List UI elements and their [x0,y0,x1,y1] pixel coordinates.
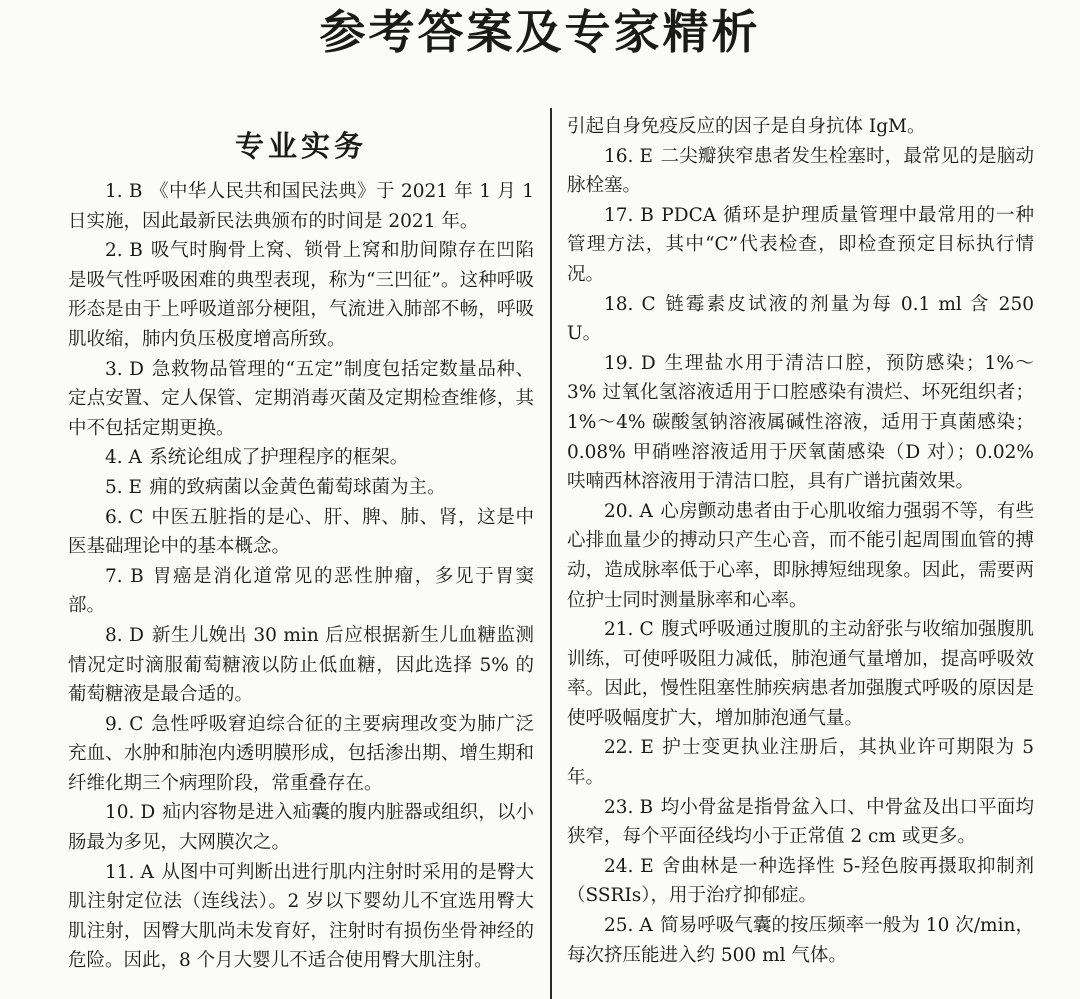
answer-explanation: 生理盐水用于清洁口腔，预防感染；1%～3% 过氧化氢溶液适用于口腔感染有溃烂、坏死组织者；1%～4% 碳酸氢钠溶液属碱性溶液，适用于真菌感染；0.08% 甲硝唑溶液适用于厌氧菌感染（D 对）；0.02% 呋喃西林溶液用于清洁口腔，具有广谱抗菌效果。 [567,352,1034,493]
answer-number: 21. C [604,619,654,641]
answer-item [68,236,534,354]
answer-explanation: 吸气时胸骨上窝、锁骨上窝和肋间隙存在凹陷是吸气性呼吸困难的典型表现，称为“三凹征”。这种呼吸形态是由于上呼吸道部分梗阻，气流进入肺部不畅，呼吸肌收缩，肺内负压极度增高所致。 [68,240,534,350]
answer-explanation: 胃癌是消化道常见的恶性肿瘤，多见于胃窦部。 [68,565,534,617]
page-title: 参考答案及专家精析 [319,5,761,59]
answer-item [567,349,1034,497]
answer-explanation: 系统论组成了护理程序的框架。 [149,447,409,469]
answer-explanation: 均小骨盆是指骨盆入口、中骨盆及出口平面均狭窄，每个平面径线均小于正常值 2 cm 或更多。 [567,796,1034,848]
answer-item [567,733,1034,792]
answer-explanation: 二尖瓣狭窄患者发生栓塞时，最常见的是脑动脉栓塞。 [567,145,1034,197]
answer-explanation: 护士变更执业注册后，其执业许可期限为 5 年。 [567,737,1035,789]
answer-number: 1. B [105,181,143,202]
answer-explanation: 腹式呼吸通过腹肌的主动舒张与收缩加强腹肌训练，可使呼吸阻力减低，肺泡通气量增加，提高呼吸效率。因此，慢性阻塞性肺疾病患者加强腹式呼吸的原因是使呼吸幅度扩大，增加肺泡通气量。 [567,619,1034,729]
answer-item [68,473,534,503]
answer-explanation: 心房颤动患者由于心肌收缩力强弱不等，有些心排血量少的搏动只产生心音，而不能引起周围血管的搏动，造成脉率低于心率，即脉搏短绌现象。因此，需要两位护士同时测量脉率和心率。 [567,500,1034,611]
answer-number: 20. A [604,500,653,522]
answer-explanation: PDCA 循环是护理质量管理中最常用的一种管理方法，其中“C”代表检查，即检查预定目标执行情况。 [567,204,1034,285]
answer-item [68,710,534,799]
section-title: 专业实务 [234,129,367,163]
answer-explanation: 舍曲林是一种选择性 5-羟色胺再摄取抑制剂（SSRIs），用于治疗抑郁症。 [567,855,1035,907]
answer-item [567,852,1034,911]
answer-explanation: 急性呼吸窘迫综合征的主要病理改变为肺广泛充血、水肿和肺泡内透明膜形成，包括渗出期、增生期和纤维化期三个病理阶段，常重叠存在。 [68,713,534,794]
answer-explanation: 新生儿娩出 30 min 后应根据新生儿血糖监测情况定时滴服葡萄糖液以防止低血糖，因此选择 5% 的葡萄糖液是最合适的。 [68,624,534,706]
answer-explanation: 急救物品管理的“五定”制度包括定数量品种、定点安置、定人保管、定期消毒灭菌及定期检查维修，其中不包括定期更换。 [68,358,534,439]
answer-item [567,615,1034,733]
answer-item [68,798,534,857]
answer-list-left [68,177,534,976]
answer-number: 7. B [105,565,144,587]
answer-item [68,443,534,473]
answer-item [567,142,1034,201]
answer-number: 23. B [604,796,654,818]
answer-number: 6. C [105,506,144,528]
answer-item [68,621,534,710]
answer-number: 2. B [105,240,143,262]
answer-explanation: 从图中可判断出进行肌内注射时采用的是臀大肌注射定位法（连线法）。2 岁以下婴幼儿不宜选用臀大肌注射，因臀大肌尚未发育好，注射时有损伤坐骨神经的危险。因此，8 个月大婴儿不适合使用臀大肌注射。 [68,861,534,972]
answer-item [567,290,1034,349]
answer-number: 5. E [105,476,143,498]
answer-item [567,497,1034,615]
answer-number: 9. C [105,713,144,735]
answer-item [68,503,534,562]
answer-number: 18. C [604,293,656,315]
answer-number: 25. A [604,915,653,937]
answer-item [567,911,1034,970]
answer-item [68,355,534,444]
answer-number: 19. D [604,352,656,374]
answer-item [567,112,1034,142]
answer-explanation: 中医五脏指的是心、肝、脾、肺、肾，这是中医基础理论中的基本概念。 [68,506,534,558]
answer-item [68,858,534,976]
answer-number: 16. E [604,145,653,167]
answer-item [567,201,1034,290]
column-divider [550,108,552,999]
answer-explanation: 《中华人民共和国民法典》于 2021 年 1 月 1 日实施，因此最新民法典颁布的时间是 2021 年。 [68,181,534,232]
left-column [68,110,534,999]
answer-explanation: 引起自身免疫反应的因子是自身抗体 IgM。 [567,116,926,137]
answer-list-right [567,112,1034,970]
answer-number: 22. E [604,737,654,759]
answer-number: 17. B [604,204,654,226]
answer-explanation: 疝内容物是进入疝囊的腹内脏器或组织，以小肠最为多见，大网膜次之。 [68,802,534,854]
answer-explanation: 链霉素皮试液的剂量为每 0.1 ml 含 250 U。 [567,293,1034,345]
answer-number: 3. D [105,358,144,380]
answer-explanation: 简易呼吸气囊的按压频率一般为 10 次/min，每次挤压能进入约 500 ml 气体。 [567,915,1034,966]
answer-item [567,793,1034,852]
answer-item [68,562,534,621]
answer-number: 11. A [105,861,154,883]
answer-number: 10. D [105,802,156,824]
answer-item [68,177,534,236]
answer-number: 8. D [105,624,144,646]
answer-number: 4. A [105,447,142,469]
answer-number: 24. E [604,855,654,877]
answer-explanation: 痈的致病菌以金黄色葡萄球菌为主。 [149,476,446,498]
right-column [567,112,1034,999]
